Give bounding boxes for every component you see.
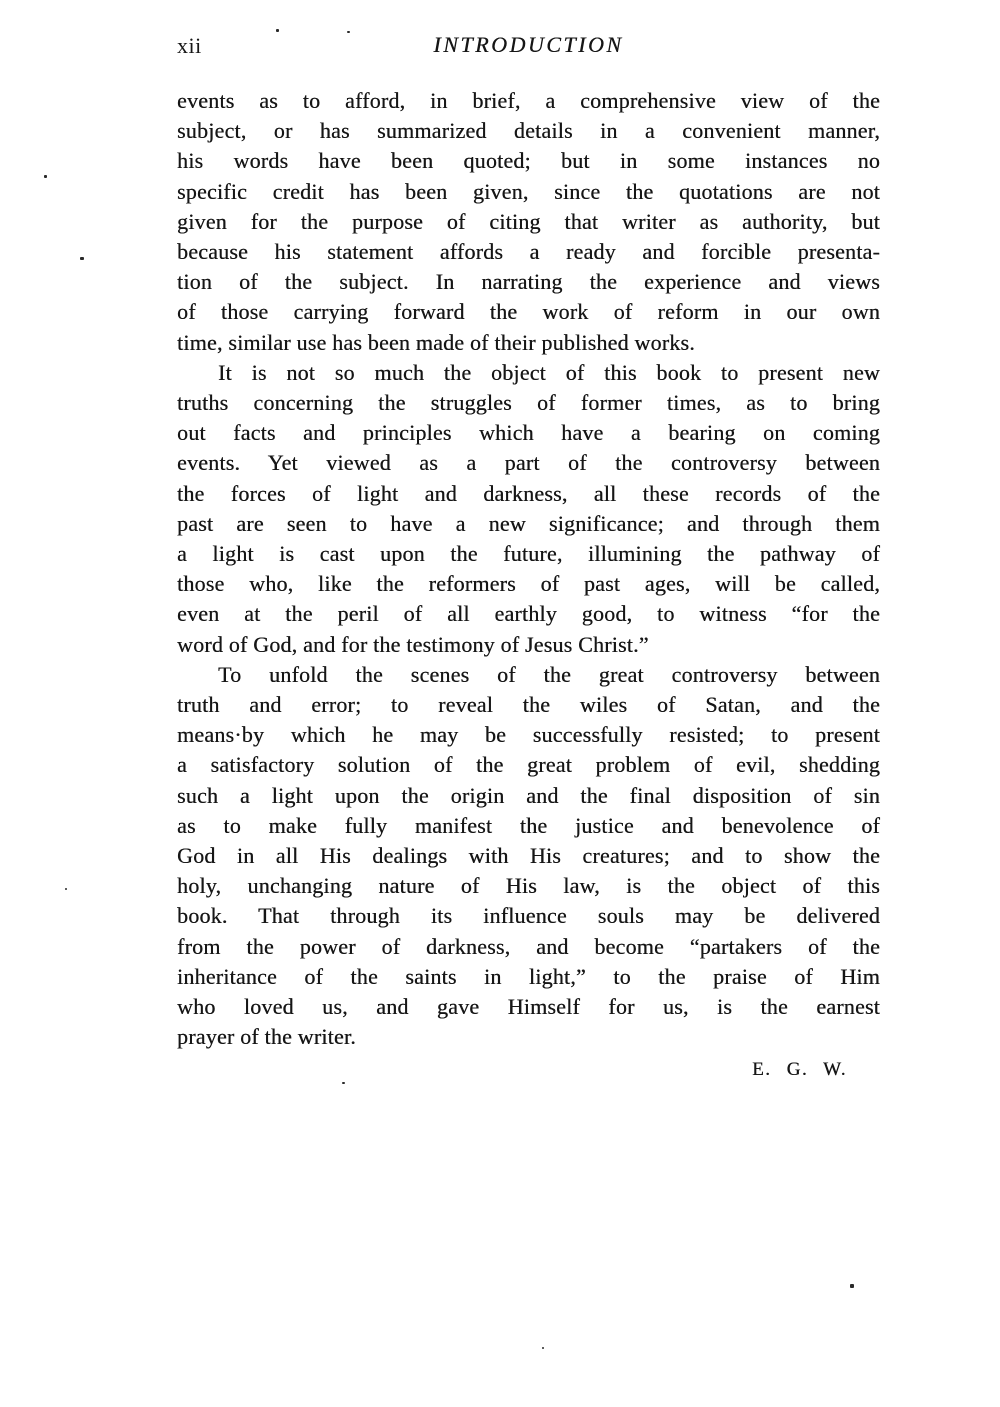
text-line: book. That through its influence souls may be delivered bbox=[177, 903, 880, 929]
text-line: from the power of darkness, and become “partakers of the bbox=[177, 933, 880, 959]
author-initials-signature: E. G. W. bbox=[752, 1059, 847, 1080]
scan-speckle bbox=[342, 1082, 345, 1084]
text-line: the forces of light and darkness, all these records of the bbox=[177, 480, 880, 506]
text-line: tion of the subject. In narrating the experience and views bbox=[177, 269, 880, 295]
text-line: a satisfactory solution of the great problem of evil, shedding bbox=[177, 752, 880, 778]
text-line: those who, like the reformers of past ages, will be called, bbox=[177, 571, 880, 597]
body-text bbox=[177, 86, 880, 1053]
text-line: holy, unchanging nature of His law, is the object of this bbox=[177, 873, 880, 899]
text-line: his words have been quoted; but in some instances no bbox=[177, 148, 880, 174]
text-line: as to make fully manifest the justice and benevolence of bbox=[177, 812, 880, 838]
text-line: events as to afford, in brief, a comprehensive view of the bbox=[177, 88, 880, 113]
text-line: specific credit has been given, since the quotations are not bbox=[177, 178, 880, 204]
scan-speckle bbox=[65, 888, 67, 890]
page-header bbox=[177, 32, 880, 60]
text-line: a light is cast upon the future, illumining the pathway of bbox=[177, 541, 880, 567]
text-line: To unfold the scenes of the great controversy between bbox=[218, 661, 880, 687]
scan-speckle bbox=[347, 31, 350, 33]
text-line: such a light upon the origin and the final disposition of sin bbox=[177, 782, 880, 808]
text-line: word of God, and for the testimony of Jesus Christ.” bbox=[177, 631, 649, 657]
text-line: inheritance of the saints in light,” to the praise of Him bbox=[177, 963, 880, 989]
paragraph bbox=[177, 86, 880, 358]
text-line: God in all His dealings with His creatures; and to show the bbox=[177, 843, 880, 869]
text-line: given for the purpose of citing that writer as authority, but bbox=[177, 208, 880, 234]
text-line: means·by which he may be successfully resisted; to present bbox=[177, 722, 880, 748]
text-line: subject, or has summarized details in a convenient manner, bbox=[177, 118, 880, 144]
page-number: xii bbox=[177, 33, 202, 58]
text-line: who loved us, and gave Himself for us, is the earnest bbox=[177, 994, 880, 1020]
running-head-title: INTRODUCTION bbox=[433, 32, 624, 57]
paragraph bbox=[177, 358, 880, 660]
text-line: truths concerning the struggles of former times, as to bring bbox=[177, 390, 880, 416]
scan-speckle bbox=[44, 175, 47, 178]
scan-speckle bbox=[276, 29, 279, 32]
text-line: even at the peril of all earthly good, to witness “for the bbox=[177, 601, 880, 627]
text-line: past are seen to have a new significance; and through them bbox=[177, 510, 880, 536]
text-line: It is not so much the object of this book to present new bbox=[218, 359, 880, 385]
text-line: time, similar use has been made of their published works. bbox=[177, 329, 695, 355]
text-line: of those carrying forward the work of reform in our own bbox=[177, 299, 880, 325]
text-line: out facts and principles which have a bearing on coming bbox=[177, 420, 880, 446]
text-line: prayer of the writer. bbox=[177, 1024, 356, 1050]
scan-speckle bbox=[542, 1347, 544, 1349]
text-line: because his statement affords a ready and forcible presenta- bbox=[177, 239, 880, 265]
scan-speckle bbox=[80, 257, 84, 260]
scan-speckle bbox=[850, 1284, 854, 1288]
text-line: truth and error; to reveal the wiles of Satan, and the bbox=[177, 692, 880, 718]
text-line: events. Yet viewed as a part of the controversy between bbox=[177, 450, 880, 476]
paragraph bbox=[177, 660, 880, 1053]
